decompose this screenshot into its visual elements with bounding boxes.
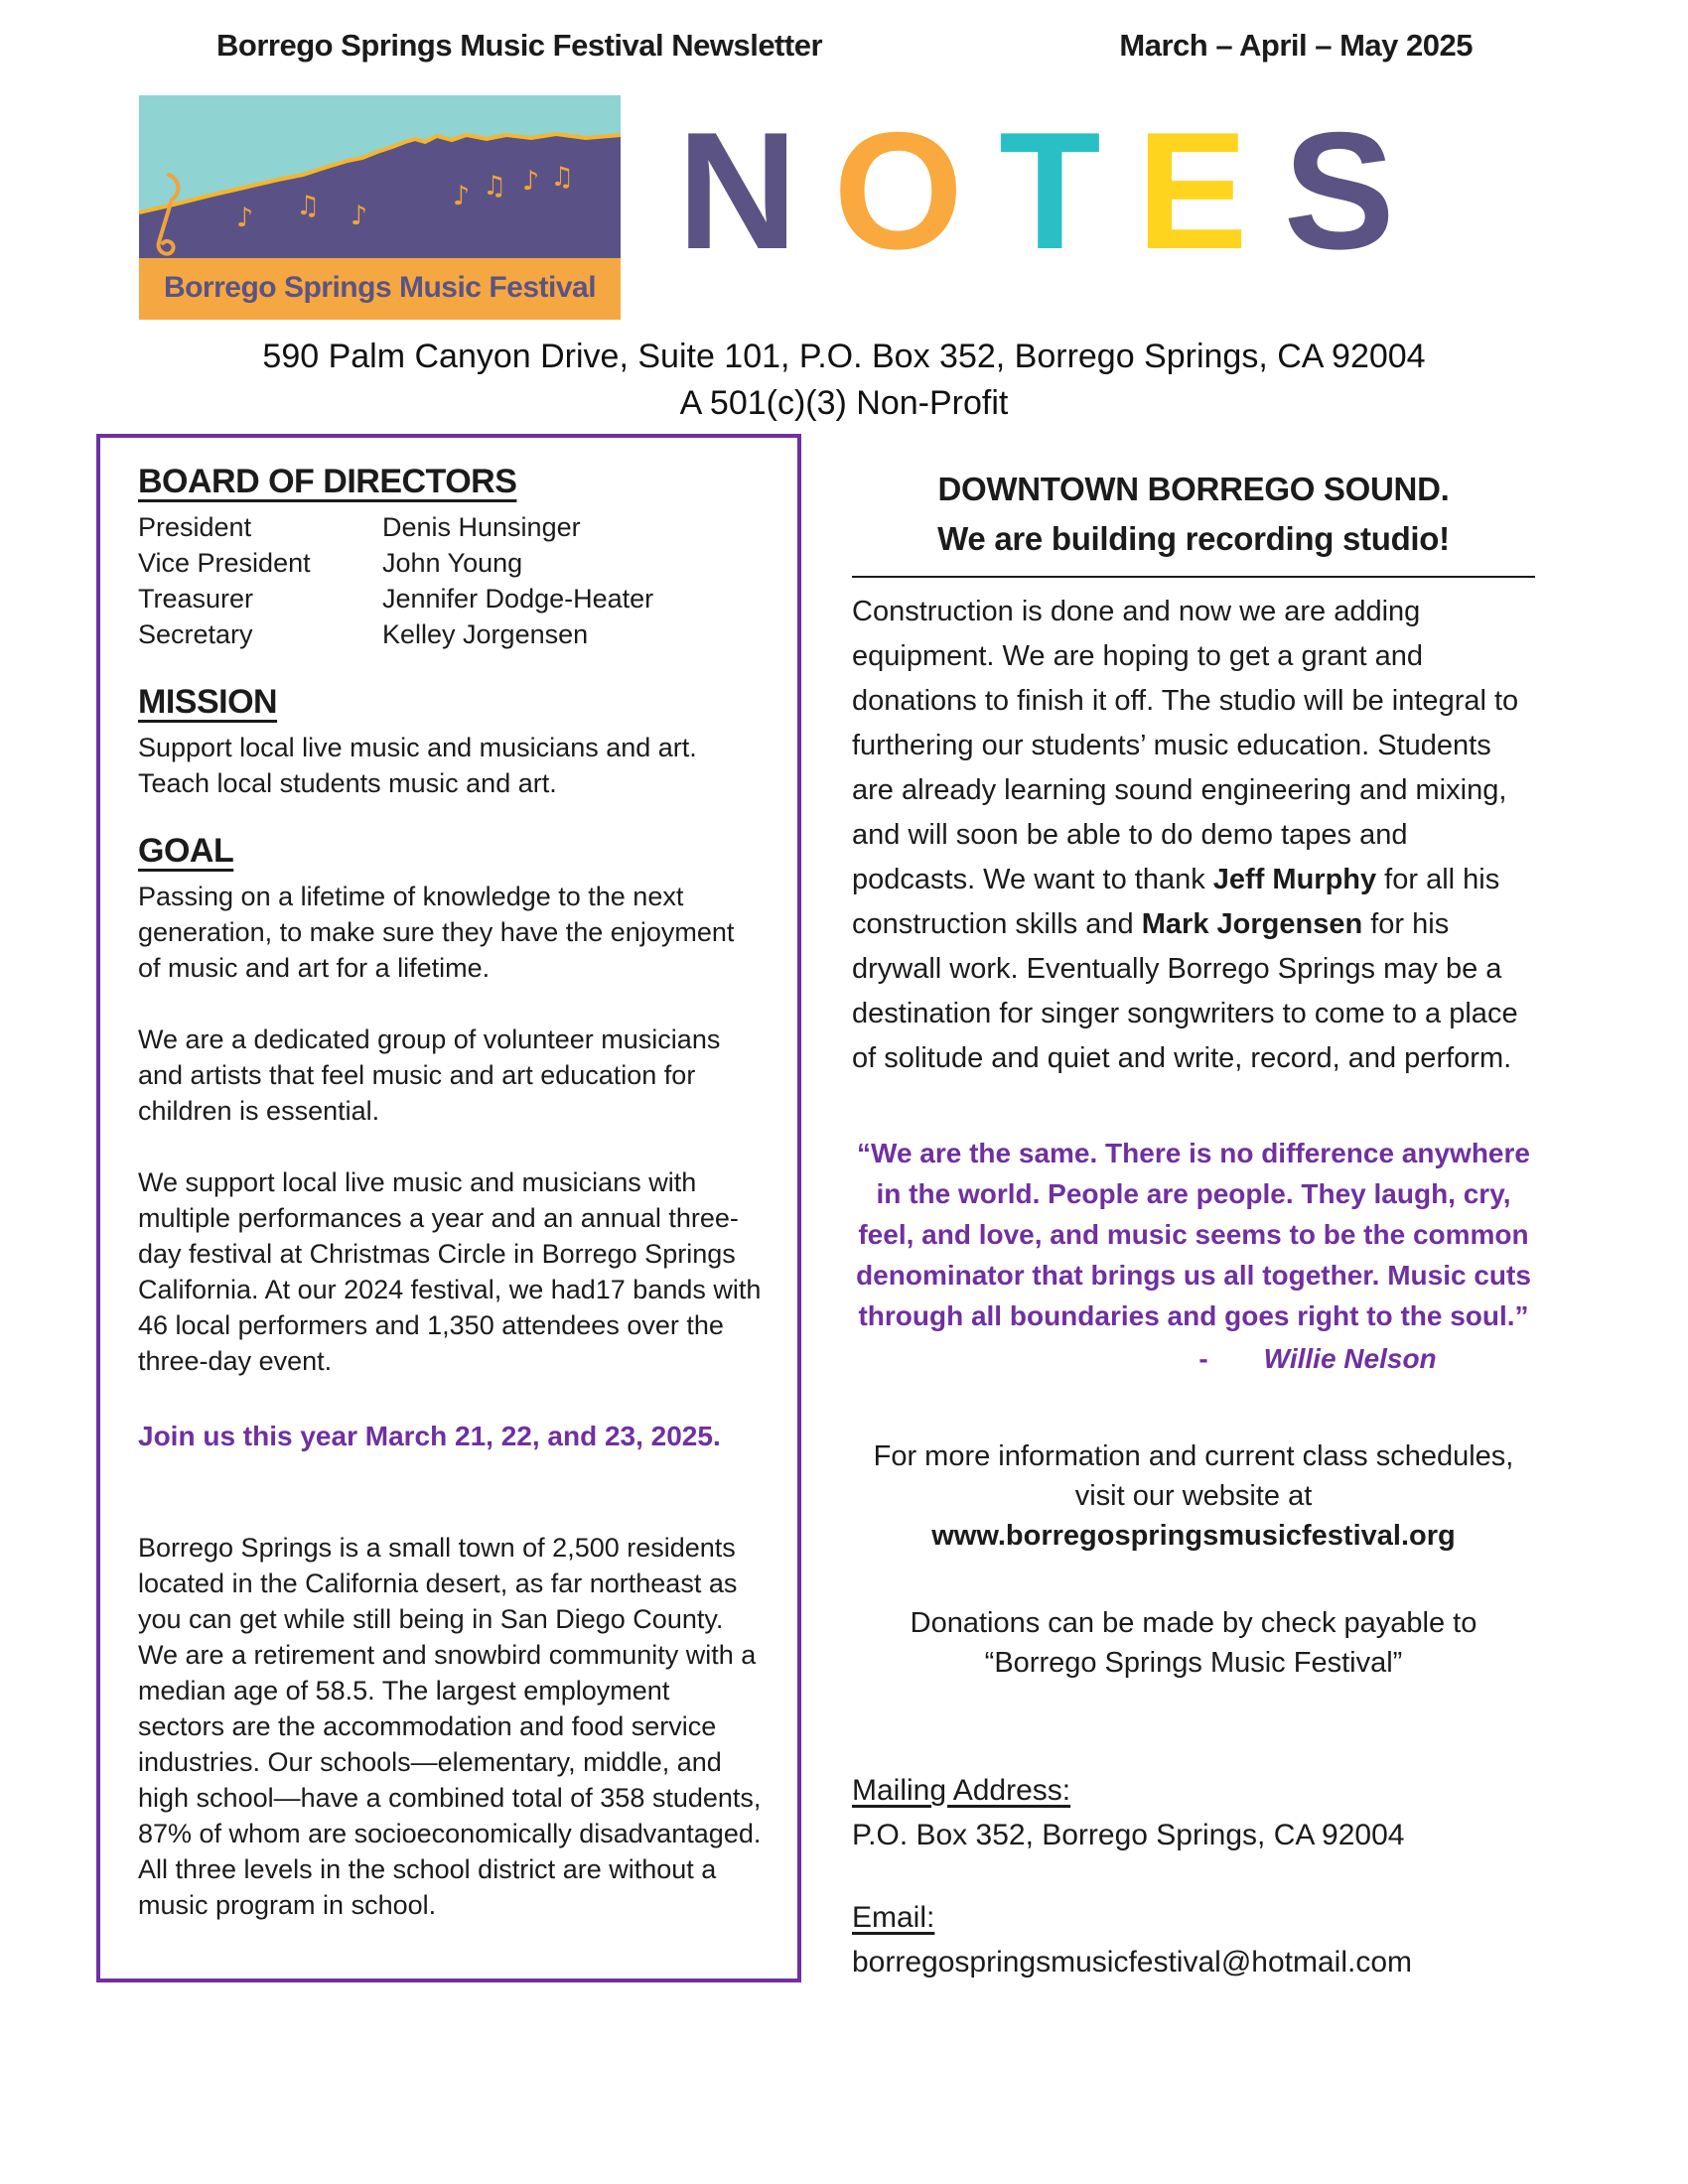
nonprofit-line: A 501(c)(3) Non-Profit [679,384,1009,422]
quote-attribution [852,1338,1535,1379]
quote-dash: - [1198,1343,1208,1374]
page-header [216,28,1473,64]
board-name: John Young [382,548,523,578]
mailing-address-block [852,1768,1535,1857]
mailing-address-value: P.O. Box 352, Borrego Springs, CA 92004 [852,1819,1405,1851]
email-label: Email: [852,1901,935,1934]
highlighted-name: Jeff Murphy [1212,864,1377,895]
board-row [138,581,762,616]
board-role: Vice President [138,548,311,578]
board-name: Kelley Jorgensen [382,619,589,649]
goal-heading: GOAL [138,832,234,870]
studio-article-heading [852,465,1535,578]
svg-text:♪: ♪ [522,166,540,197]
address-block [0,334,1688,427]
website-info-text: For more information and current class schedules, visit our website at [873,1440,1514,1512]
join-us-announcement: Join us this year March 21, 22, and 23, 2025. [138,1421,721,1451]
board-row [138,616,762,652]
email-value: borregospringsmusicfestival@hotmail.com [852,1946,1412,1979]
goal-paragraph: Passing on a lifetime of knowledge to the next generation, to make sure they have the enjoyment of music and art for a lifetime. [138,882,735,983]
right-column [852,465,1535,1984]
street-address: 590 Palm Canyon Drive, Suite 101, P.O. Box 352, Borrego Springs, CA 92004 [262,338,1426,375]
mailing-address-label: Mailing Address: [852,1774,1071,1807]
svg-text:♪: ♪ [351,201,368,231]
board-role: President [138,512,252,542]
quote-author: Willie Nelson [1263,1343,1437,1374]
board-role: Treasurer [138,584,254,614]
goal-paragraph: We are a dedicated group of volunteer musicians and artists that feel music and art education for children is essential. [138,1024,721,1126]
masthead-letter-o: O [833,97,964,284]
newsletter-title: Borrego Springs Music Festival Newsletter [216,28,823,63]
board-role: Secretary [138,619,253,649]
email-block [852,1895,1535,1984]
masthead-letter-e: E [1136,97,1248,284]
masthead-letter-s: S [1283,97,1395,284]
board-name: Jennifer Dodge-Heater [382,584,654,614]
svg-text:♫: ♫ [483,171,507,202]
quote-block [852,1133,1535,1379]
notes-masthead [677,97,1395,284]
quote-text: “We are the same. There is no difference anywhere in the world. People are people. They laugh, cry, feel, and love, and music seems to be the common denominator that brings us all together. Music cuts through all boundaries and goes right to the soul.” [856,1138,1531,1331]
town-description: Borrego Springs is a small town of 2,500 residents located in the California desert, as far northeast as you can get while still being in San Diego County. We are a retirement and snowbird community with a median age of 58.5. The largest employment sectors are the accommodation and food service industries. Our schools—elementary, middle, and high school—have a combined total of 358 students, 87% of whom are socioeconomically disadvantaged. All three levels in the school district are without a music program in school. [138,1533,762,1920]
svg-text:♪: ♪ [236,203,254,233]
website-info-block [852,1436,1535,1556]
highlighted-name: Mark Jorgensen [1141,908,1363,940]
donations-note: Donations can be made by check payable to “Borrego Springs Music Festival” [910,1607,1477,1679]
logo-caption: Borrego Springs Music Festival [163,271,597,304]
goal-paragraph: We support local live music and musicians with multiple performances a year and an annual three-day festival at Christmas Circle in Borrego Springs California. At our 2024 festival, we had17 bands with 46 local performers and 1,350 attendees over the three-day event. [138,1167,762,1376]
board-of-directors-heading: BOARD OF DIRECTORS [138,463,517,500]
svg-text:♫: ♫ [296,191,321,221]
board-row [138,509,762,545]
masthead-letter-t: T [999,97,1101,284]
studio-heading-line1: DOWNTOWN BORREGO SOUND. [937,471,1450,507]
board-row [138,545,762,581]
mission-heading: MISSION [138,683,278,721]
mission-body: Support local live music and musicians and art. Teach local students music and art. [138,733,697,798]
left-column-box [96,434,801,1982]
svg-text:♪: ♪ [453,181,471,211]
board-name: Denis Hunsinger [382,512,581,542]
website-url: www.borregospringsmusicfestival.org [931,1520,1456,1552]
festival-logo [139,95,621,320]
masthead-letter-n: N [677,97,798,284]
newsletter-date-range: March – April – May 2025 [1119,28,1473,63]
svg-text:♫: ♫ [550,162,575,193]
studio-heading-line2: We are building recording studio! [937,520,1450,557]
studio-article-body: Construction is done and now we are adding equipment. We are hoping to get a grant and donations to finish it off. The studio will be integral to furthering our students’ music education. Students are already learning sound engineering and mixing, and will soon be able to do demo tapes and podcasts. We want to thank Jeff Murphy for all his construction skills and Mark Jorgensen for his drywall work. Eventually Borrego Springs may be a destination for singer songwriters to come to a place of solitude and quiet and write, record, and perform. [852,596,1519,1074]
